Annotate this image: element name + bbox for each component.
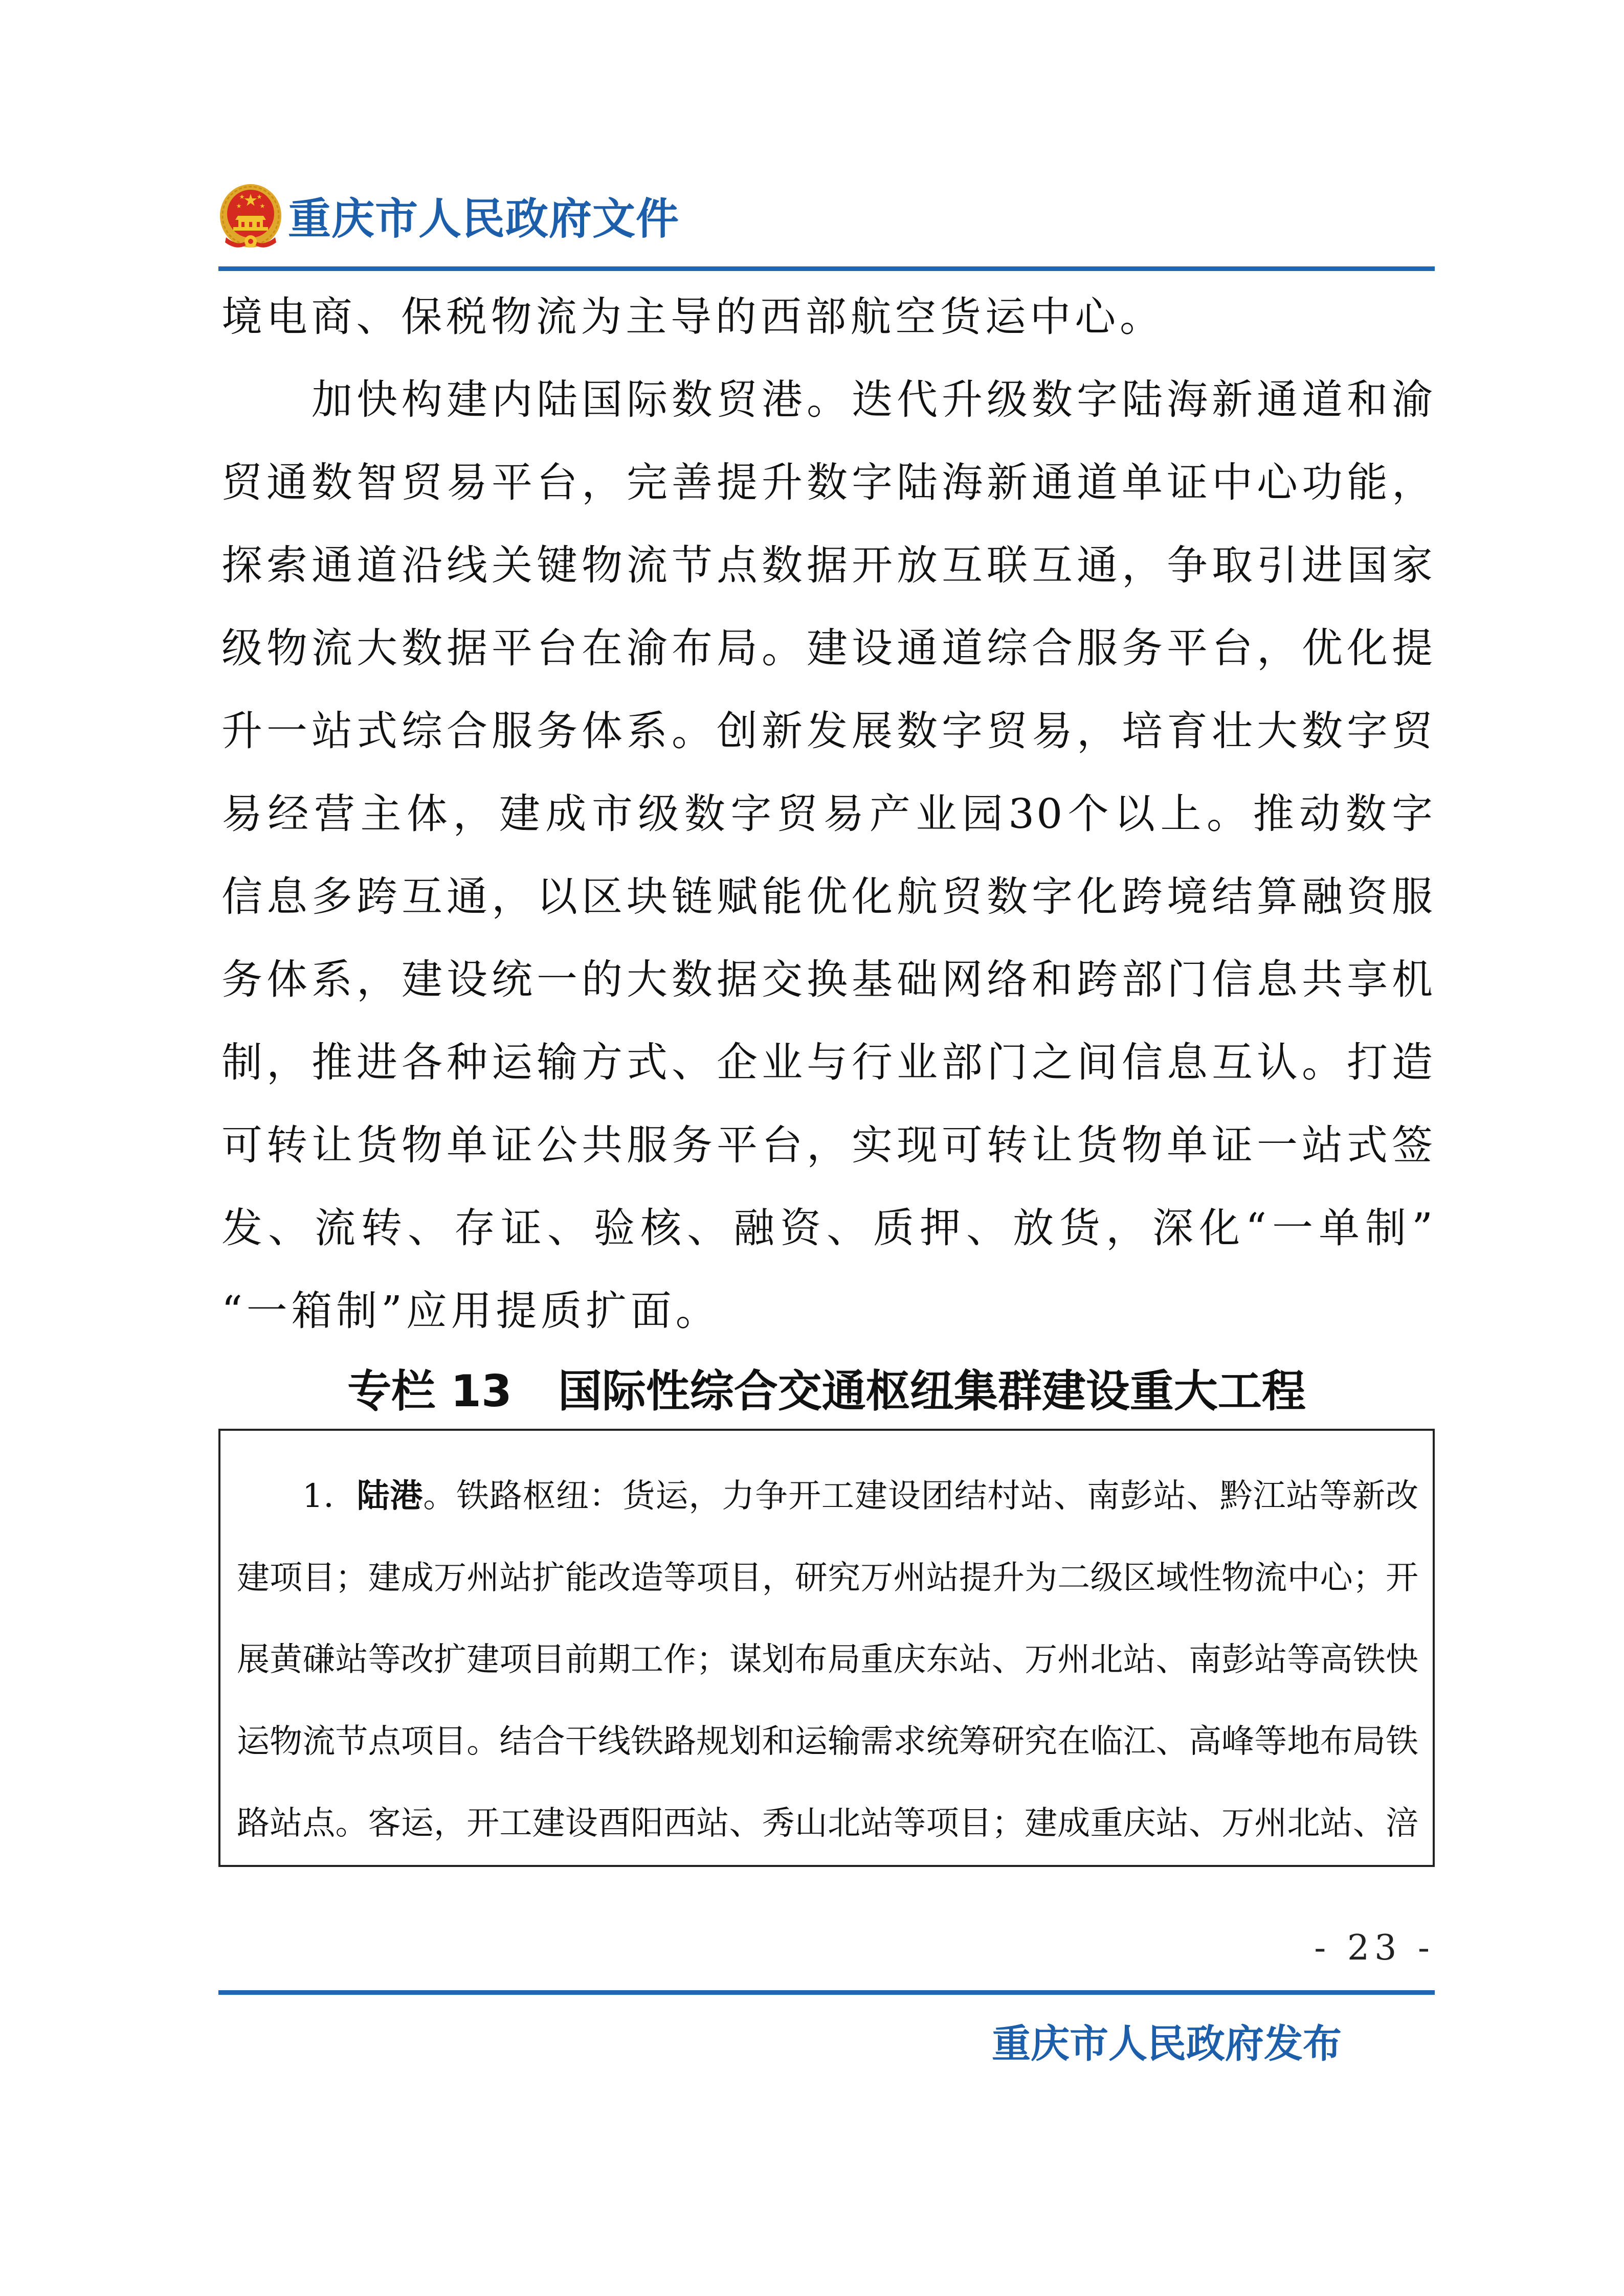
- body-paragraphs: [221, 276, 1435, 1353]
- body-line: 境电商、保税物流为主导的西部航空货运中心。: [221, 293, 1165, 341]
- column-line: 建项目；建成万州站扩能改造等项目，研究万州站提升为二级区域性物流中心；开: [237, 1559, 1418, 1597]
- column-line: 展黄磏站等改扩建项目前期工作；谋划布局重庆东站、万州北站、南彭站等高铁快: [237, 1641, 1418, 1679]
- item-heading: 陆港: [357, 1477, 424, 1515]
- header-divider: [218, 266, 1435, 271]
- body-line: 探索通道沿线关键物流节点数据开放互联互通，争取引进国家: [221, 542, 1435, 589]
- national-emblem-icon: [219, 183, 282, 252]
- document-header-title: 重庆市人民政府文件: [288, 194, 680, 244]
- body-line: 务体系，建设统一的大数据交换基础网络和跨部门信息共享机: [221, 956, 1435, 1003]
- column-heading: 国际性综合交通枢纽集群建设重大工程: [558, 1366, 1306, 1417]
- body-line: 升一站式综合服务体系。创新发展数字贸易，培育壮大数字贸: [221, 707, 1435, 755]
- column-title: [218, 1366, 1435, 1417]
- body-line: 信息多跨互通，以区块链赋能优化航贸数字化跨境结算融资服: [221, 873, 1435, 920]
- footer-publisher: 重庆市人民政府发布: [992, 2021, 1342, 2066]
- column-line: 运物流节点项目。结合干线铁路规划和运输需求统筹研究在临江、高峰等地布局铁: [237, 1723, 1418, 1761]
- body-line: 制，推进各种运输方式、企业与行业部门之间信息互认。打造: [221, 1039, 1435, 1086]
- column-label: 专栏 13: [347, 1366, 512, 1417]
- column-line: 路站点。客运，开工建设酉阳西站、秀山北站等项目；建成重庆站、万州北站、涪: [237, 1805, 1418, 1842]
- body-line: 易经营主体，建成市级数字贸易产业园30个以上。推动数字: [221, 790, 1435, 838]
- body-line: 可转让货物单证公共服务平台，实现可转让货物单证一站式签: [221, 1121, 1435, 1169]
- column-line: [237, 1455, 1418, 1537]
- body-line: “一箱制”应用提质扩面。: [221, 1287, 721, 1335]
- body-line: 级物流大数据平台在渝布局。建设通道综合服务平台，优化提: [221, 624, 1435, 672]
- footer-divider: [218, 1990, 1435, 1995]
- item-number: 1．: [302, 1477, 357, 1515]
- body-line: 发、流转、存证、验核、融资、质押、放货，深化“一单制”: [221, 1204, 1435, 1252]
- emblem-graphic: [219, 183, 282, 252]
- column-box: [218, 1429, 1435, 1867]
- page-number: - 23 -: [1314, 1928, 1435, 1968]
- body-line: 加快构建内陆国际数贸港。迭代升级数字陆海新通道和渝: [312, 376, 1435, 423]
- body-line: 贸通数智贸易平台，完善提升数字陆海新通道单证中心功能，: [221, 459, 1435, 506]
- item-text: 。铁路枢纽：货运，力争开工建设团结村站、南彭站、黔江站等新改: [423, 1477, 1419, 1515]
